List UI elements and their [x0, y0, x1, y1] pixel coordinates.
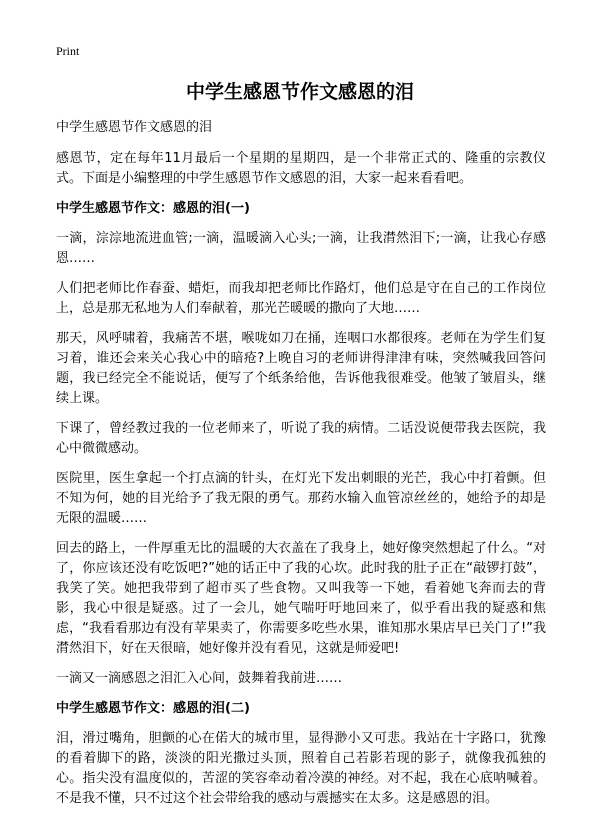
paragraph: 泪，滑过嘴角，胆颤的心在偌大的城市里，显得渺小又可悲。我站在十字路口，犹豫的看着脚下的路，淡淡的阳光撒过头顶，照着自己若影若现的影子，就像我孤独的心。指尖没有温度似的，苦涩的笑容牵动着冷漠的神经。对不起，我在心底呐喊着。不是我不懂，只不过这个社会带给我的感动与震撼实在太多。这是感恩的泪。	[56, 731, 546, 806]
section-heading-1: 中学生感恩节作文：感恩的泪(一)	[56, 201, 250, 216]
print-link[interactable]: Print	[56, 44, 80, 58]
section-heading-2: 中学生感恩节作文：感恩的泪(二)	[56, 701, 250, 716]
article-body	[56, 118, 546, 819]
paragraph: 人们把老师比作春蚕、蜡炬，而我却把老师比作路灯，他们总是守在自己的工作岗位上，总是那无私地为人们奉献着，那光芒暖暖的撒向了大地……	[56, 281, 546, 316]
paragraph: 下课了，曾经教过我的一位老师来了，听说了我的病情。二话没说便带我去医院，我心中微微感动。	[56, 421, 546, 456]
paragraph: 医院里，医生拿起一个打点滴的针头，在灯光下发出刺眼的光芒，我心中打着颤。但不知为何，她的目光给予了我无限的勇气。那药水输入血管凉丝丝的，她给予的却是无限的温暖……	[56, 471, 546, 526]
paragraph: 回去的路上，一件厚重无比的温暖的大衣盖在了我身上，她好像突然想起了什么。“对了，你应该还没有吃饭吧?”她的话正中了我的心坎。此时我的肚子正在“敲锣打鼓”，我笑了笑。她把我带到了超市买了些食物。又叫我等一下她，看着她飞奔而去的背影，我心中很是疑惑。过了一会儿，她气喘吁吁地回来了，似乎看出我的疑惑和焦虑，“我看看那边有没有苹果卖了，你需要多吃些水果，谁知那水果店早已关门了!”我潸然泪下，好在天很暗，她好像并没有看见，这就是师爱吧!	[56, 541, 546, 656]
page-title: 中学生感恩节作文感恩的泪	[185, 81, 414, 103]
paragraph: 一滴，淙淙地流进血管;一滴，温暖滴入心头;一滴，让我潸然泪下;一滴，让我心存感恩……	[56, 231, 546, 266]
article-subtitle: 中学生感恩节作文感恩的泪	[56, 120, 213, 135]
paragraph: 那天，风呼啸着，我痛苦不堪，喉咙如刀在捅，连咽口水都很疼。老师在为学生们复习着，谁还会来关心我心中的暗疮?上晚自习的老师讲得津津有味，突然喊我回答问题，我已经完全不能说话，便写了个纸条给他，告诉他我很难受。他皱了皱眉头，继续上课。	[56, 331, 546, 406]
intro-paragraph: 感恩节，定在每年11月最后一个星期的星期四，是一个非常正式的、隆重的宗教仪式。下面是小编整理的中学生感恩节作文感恩的泪，大家一起来看看吧。	[56, 151, 546, 186]
paragraph: 一滴又一滴感恩之泪汇入心间，鼓舞着我前进……	[56, 671, 343, 686]
